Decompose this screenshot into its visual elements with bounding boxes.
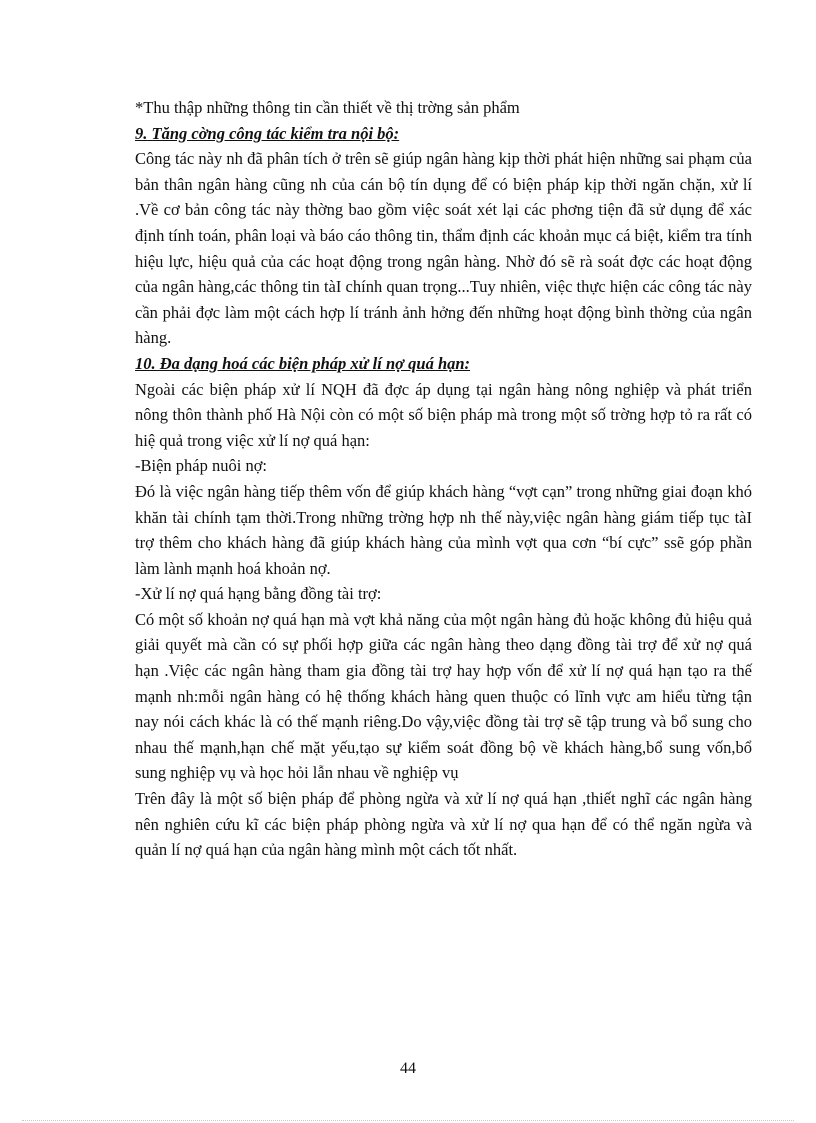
page-bottom-divider — [22, 1120, 794, 1121]
paragraph-co-financing: Có một số khoản nợ quá hạn mà vợt khả năng của một ngân hàng đủ hoặc không đủ hiệu quả giải quyết mà cần có sự phối hợp giữa các ngân hàng theo dạng đồng tài trợ để xử nợ quá hạn .Việc các ngân hàng tham gia đồng tài trợ hay hợp vốn để xử lí nợ quá hạn tạo ra thế mạnh nh:mỗi ngân hàng có hệ thống khách hàng quen thuộc có lĩnh vực am hiểu từng tận nay nói cách khác là có thế mạnh riêng.Do vậy,việc đồng tài trợ sẽ tập trung và bổ sung cho nhau thế mạnh,hạn chế mặt yếu,tạo sự kiểm soát đồng bộ về khách hàng,bổ sung vốn,bổ sung nghiệp vụ và học hỏi lẫn nhau về nghiệp vụ — [135, 609, 752, 783]
page-number: 44 — [400, 1060, 416, 1077]
bullet-line-market-info: *Thu thập những thông tin cần thiết về thị trờng sản phẩm — [135, 98, 520, 117]
paragraph-debt-nurturing: Đó là việc ngân hàng tiếp thêm vốn để giúp khách hàng “vợt cạn” trong những giai đoạn khó khăn tài chính tạm thời.Trong những trờng hợp nh thế này,việc ngân hàng giám tiếp tục tàI trợ thêm cho khách hàng đã giúp khách hàng của mình vợt qua cơn “bí cực” ssẽ góp phần làm lành mạnh hoá khoản nợ. — [135, 481, 752, 578]
subheading-co-financing: -Xử lí nợ quá hạng bằng đồng tài trợ: — [135, 584, 382, 604]
document-body — [135, 95, 752, 863]
section-heading-9: 9. Tăng cờng công tác kiểm tra nội bộ: — [135, 123, 400, 143]
paragraph-conclusion: Trên đây là một số biện pháp để phòng ngừa và xử lí nợ quá hạn ,thiết nghĩ các ngân hàng nên nghiên cứu kĩ các biện pháp phòng ngừa và xử lí nợ qua hạn để có thể ngăn ngừa và quản lí nợ quá hạn của ngân hàng mình một cách tốt nhất. — [135, 789, 752, 860]
section-heading-10: 10. Đa dạng hoá các biện pháp xử lí nợ quá hạn: — [135, 353, 471, 373]
paragraph-internal-audit: Công tác này nh đã phân tích ở trên sẽ giúp ngân hàng kịp thời phát hiện những sai phạm của bản thân ngân hàng cũng nh của cán bộ tín dụng để có biện pháp kịp thời ngăn chặn, xử lí .Về cơ bản công tác này thờng bao gồm việc soát xét lại các phơng tiện đã sử dụng để xác định tính toán, phân loại và báo cáo thông tin, thẩm định các khoản mục cá biệt, kiểm tra tính hiệu lực, hiệu quả của các hoạt động trong ngân hàng. Nhờ đó sẽ rà soát đợc các hoạt động của ngân hàng,các thông tin tàI chính quan trọng...Tuy nhiên, việc thực hiện các công tác này cần phải đợc làm một cách hợp lí tránh ảnh hởng đến những hoạt động bình thờng của ngân hàng. — [135, 149, 752, 348]
subheading-debt-nurturing: -Biện pháp nuôi nợ: — [135, 456, 267, 476]
paragraph-overdue-measures-intro: Ngoài các biện pháp xử lí NQH đã đợc áp dụng tại ngân hàng nông nghiệp và phát triển nông thôn thành phố Hà Nội còn có một số biện pháp mà trong một số trờng hợp tỏ ra rất có hiệ quả trong việc xử lí nợ quá hạn: — [135, 379, 752, 450]
